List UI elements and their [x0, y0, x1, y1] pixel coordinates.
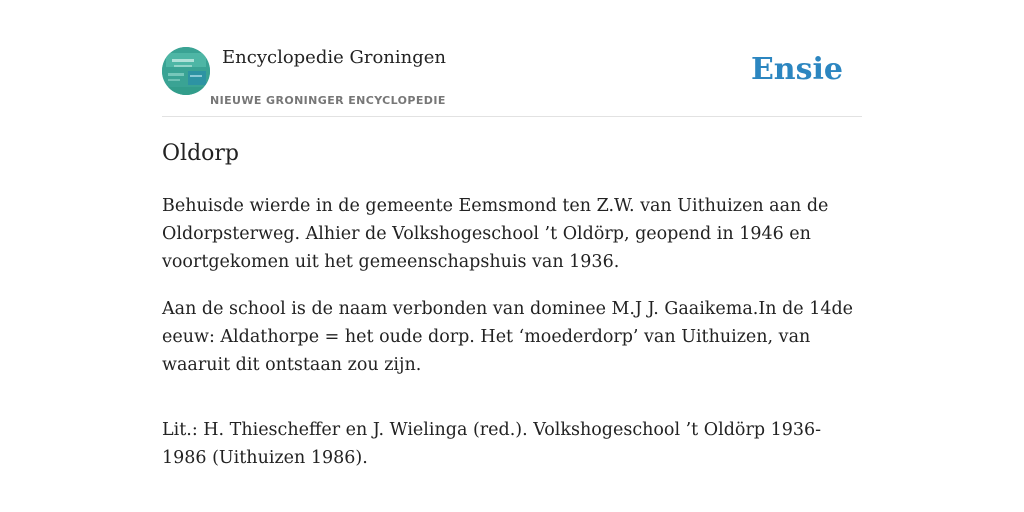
- encyclopedia-logo[interactable]: [162, 47, 210, 95]
- literature-reference: Lit.: H. Thiescheffer en J. Wielinga (red.). Volkshogeschool ’t Oldörp 1936-1986 (Uithuizen 1986).: [162, 420, 822, 468]
- site-subtitle: NIEUWE GRONINGER ENCYCLOPEDIE: [210, 94, 446, 107]
- article: [162, 138, 862, 491]
- article-paragraph: Aan de school is de naam verbonden van dominee M.J J. Gaaikema.In de 14de eeuw: Aldathorpe = het oude dorp. Het ‘moederdorp’ van Uithuizen, van waaruit dit ontstaan zou zijn.: [162, 299, 854, 375]
- ensie-brand-link[interactable]: Ensie: [750, 52, 843, 87]
- article-paragraph: Behuisde wierde in de gemeente Eemsmond ten Z.W. van Uithuizen aan de Oldorpsterweg. Alhier de Volkshogeschool ’t Oldörp, geopend in 1946 en voortgekomen uit het gemeenschapshuis van 1936.: [162, 196, 829, 272]
- article-title: Oldorp: [162, 141, 239, 166]
- site-title[interactable]: Encyclopedie Groningen: [222, 47, 447, 68]
- site-header: [162, 44, 862, 117]
